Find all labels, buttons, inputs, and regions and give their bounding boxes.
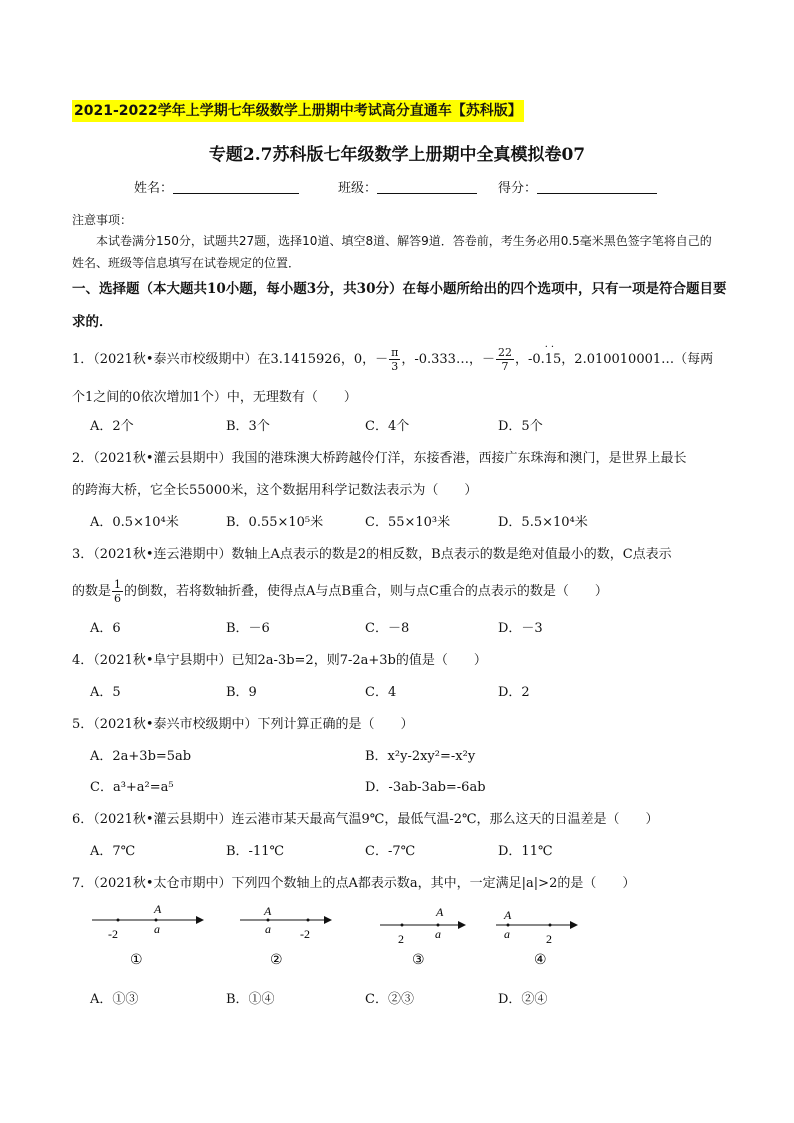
- q7-option-d[interactable]: D．②④: [498, 992, 548, 1007]
- tick-mark: [401, 924, 404, 927]
- name-blank[interactable]: [173, 179, 299, 194]
- point-label: A: [504, 908, 512, 922]
- q3-option-c[interactable]: C．－8: [365, 621, 410, 636]
- q6-option-b[interactable]: B．-11℃: [226, 844, 285, 859]
- fraction-pi-over-3: [389, 346, 400, 373]
- arrow-head: [196, 916, 204, 924]
- point-label: A: [154, 902, 162, 916]
- tick-mark: [117, 919, 120, 922]
- q1-mid2: ，-0.: [514, 352, 545, 367]
- q3-line2b: 的倒数，若将数轴折叠，使得点A与点B重合，则与点C重合的点表示的数是（ ）: [124, 584, 608, 599]
- number-label: 2: [546, 932, 552, 946]
- figure-number: ②: [270, 952, 283, 968]
- frac-den: 6: [114, 592, 122, 605]
- q4-option-a[interactable]: A．5: [90, 685, 121, 700]
- q6-option-d[interactable]: D．11℃: [498, 844, 553, 859]
- q4-option-b[interactable]: B．9: [226, 685, 257, 700]
- q5-option-c[interactable]: C．a³+a²=a⁵: [90, 780, 174, 795]
- repeating-decimal: ·· 15: [544, 342, 562, 367]
- score-blank[interactable]: [537, 179, 657, 194]
- class-blank[interactable]: [377, 179, 477, 194]
- section-heading: 一、选择题（本大题共10小题，每小题3分，共30分）在每小题所给出的四个选项中，只有一项是符合题目要求的．: [72, 281, 727, 330]
- question-3-line1: 3．（2021秋•连云港期中）数轴上A点表示的数是2的相反数，B点表示的数是绝对值最小的数，C点表示: [72, 547, 672, 562]
- notes-heading: 注意事项：: [72, 213, 133, 227]
- question-6-line1: 6．（2021秋•灌云县期中）连云港市某天最高气温9℃，最低气温-2℃，那么这天的日温差是（ ）: [72, 812, 659, 827]
- figure-number: ④: [534, 952, 547, 968]
- frac-num: π: [391, 346, 399, 359]
- question-4-line1: 4．（2021秋•阜宁县期中）已知2a-3b=2，则7-2a+3b的值是（ ）: [72, 653, 487, 668]
- question-2-line1: 2．（2021秋•灌云县期中）我国的港珠澳大桥跨越伶仃洋，东接香港，西接广东珠海和澳门，是世界上最长: [72, 451, 687, 466]
- question-5-line1: 5．（2021秋•泰兴市校级期中）下列计算正确的是（ ）: [72, 717, 414, 732]
- q1-option-a[interactable]: A．2个: [90, 419, 134, 434]
- frac-den: 7: [501, 360, 509, 373]
- var-label: a: [265, 922, 271, 936]
- q4-option-c[interactable]: C．4: [365, 685, 397, 700]
- q2-option-a[interactable]: A．0.5×10⁴米: [90, 515, 179, 530]
- q7-option-a[interactable]: A．①③: [90, 992, 139, 1007]
- frac-num: 1: [114, 578, 122, 591]
- q7-option-b[interactable]: B．①④: [226, 992, 275, 1007]
- q3-option-b[interactable]: B．－6: [226, 621, 270, 636]
- q2-option-c[interactable]: C．55×10³米: [365, 515, 451, 530]
- figure-number: ③: [412, 952, 425, 968]
- score-field[interactable]: [498, 177, 657, 196]
- q4-option-d[interactable]: D．2: [498, 685, 530, 700]
- arrow-head: [458, 921, 466, 929]
- fraction-1-over-6: [112, 578, 123, 605]
- q2-option-b[interactable]: B．0.55×10⁵米: [226, 515, 324, 530]
- frac-den: 3: [391, 360, 399, 373]
- q6-option-a[interactable]: A．7℃: [90, 844, 136, 859]
- class-label: 班级：: [338, 181, 378, 196]
- score-label: 得分：: [498, 181, 538, 196]
- tick-mark: [307, 919, 310, 922]
- question-3-line2: [72, 578, 608, 605]
- q1-option-b[interactable]: B．3个: [226, 419, 270, 434]
- q7-option-c[interactable]: C．②③: [365, 992, 414, 1007]
- number-line-2: [236, 900, 356, 975]
- q1-tail: ，2.010010001…（每两: [561, 352, 714, 367]
- name-field[interactable]: [134, 177, 299, 196]
- var-label: a: [435, 927, 441, 941]
- arrow-head: [324, 916, 332, 924]
- tick-mark: [549, 924, 552, 927]
- q3-option-d[interactable]: D．－3: [498, 621, 543, 636]
- q3-line2a: 的数是: [72, 584, 112, 599]
- frac-num: 22: [497, 346, 512, 359]
- q1-head: 1．（2021秋•泰兴市校级期中）在3.1415926，0，－: [72, 352, 389, 367]
- q5-option-a[interactable]: A．2a+3b=5ab: [90, 749, 192, 764]
- q1-option-d[interactable]: D．5个: [498, 419, 543, 434]
- var-label: a: [504, 927, 510, 941]
- q6-option-c[interactable]: C．-7℃: [365, 844, 416, 859]
- q5-option-d[interactable]: D．-3ab-3ab=-6ab: [365, 780, 486, 795]
- point-label: A: [436, 905, 444, 919]
- repeating-digits: 15: [544, 352, 562, 367]
- name-label: 姓名：: [134, 181, 174, 196]
- q3-option-a[interactable]: A．6: [90, 621, 121, 636]
- number-line-4: [492, 900, 612, 975]
- var-label: a: [154, 922, 160, 936]
- number-line-1: [88, 900, 208, 975]
- number-line-3: [376, 900, 496, 975]
- point-label: A: [264, 904, 272, 918]
- q5-option-b[interactable]: B．x²y-2xy²=-x²y: [365, 749, 476, 764]
- number-label: -2: [108, 927, 118, 941]
- exam-banner: 2021-2022学年上学期七年级数学上册期中考试高分直通车【苏科版】: [72, 100, 524, 122]
- class-field[interactable]: [338, 177, 477, 196]
- q1-mid1: ，-0.333…，－: [401, 352, 495, 367]
- question-1-line2: 个1之间的0依次增加1个）中，无理数有（ ）: [72, 390, 357, 405]
- question-7-line1: 7．（2021秋•太仓市期中）下列四个数轴上的点A都表示数a，其中，一定满足|a|>2的是（ ）: [72, 876, 636, 891]
- question-1-line1: [72, 342, 714, 373]
- notes-text: 本试卷满分150分，试题共27题，选择10道、填空8道、解答9道．答卷前，考生务必用0.5毫米黑色签字笔将自己的姓名、班级等信息填写在试卷规定的位置．: [72, 234, 712, 270]
- page-title: 专题2.7苏科版七年级数学上册期中全真模拟卷07: [208, 145, 586, 165]
- number-label: 2: [398, 932, 404, 946]
- fraction-22-over-7: [496, 346, 514, 373]
- q2-option-d[interactable]: D．5.5×10⁴米: [498, 515, 588, 530]
- q1-option-c[interactable]: C．4个: [365, 419, 410, 434]
- number-label: -2: [300, 927, 310, 941]
- question-2-line2: 的跨海大桥，它全长55000米，这个数据用科学记数法表示为（ ）: [72, 483, 478, 498]
- arrow-head: [570, 921, 578, 929]
- figure-number: ①: [130, 952, 143, 968]
